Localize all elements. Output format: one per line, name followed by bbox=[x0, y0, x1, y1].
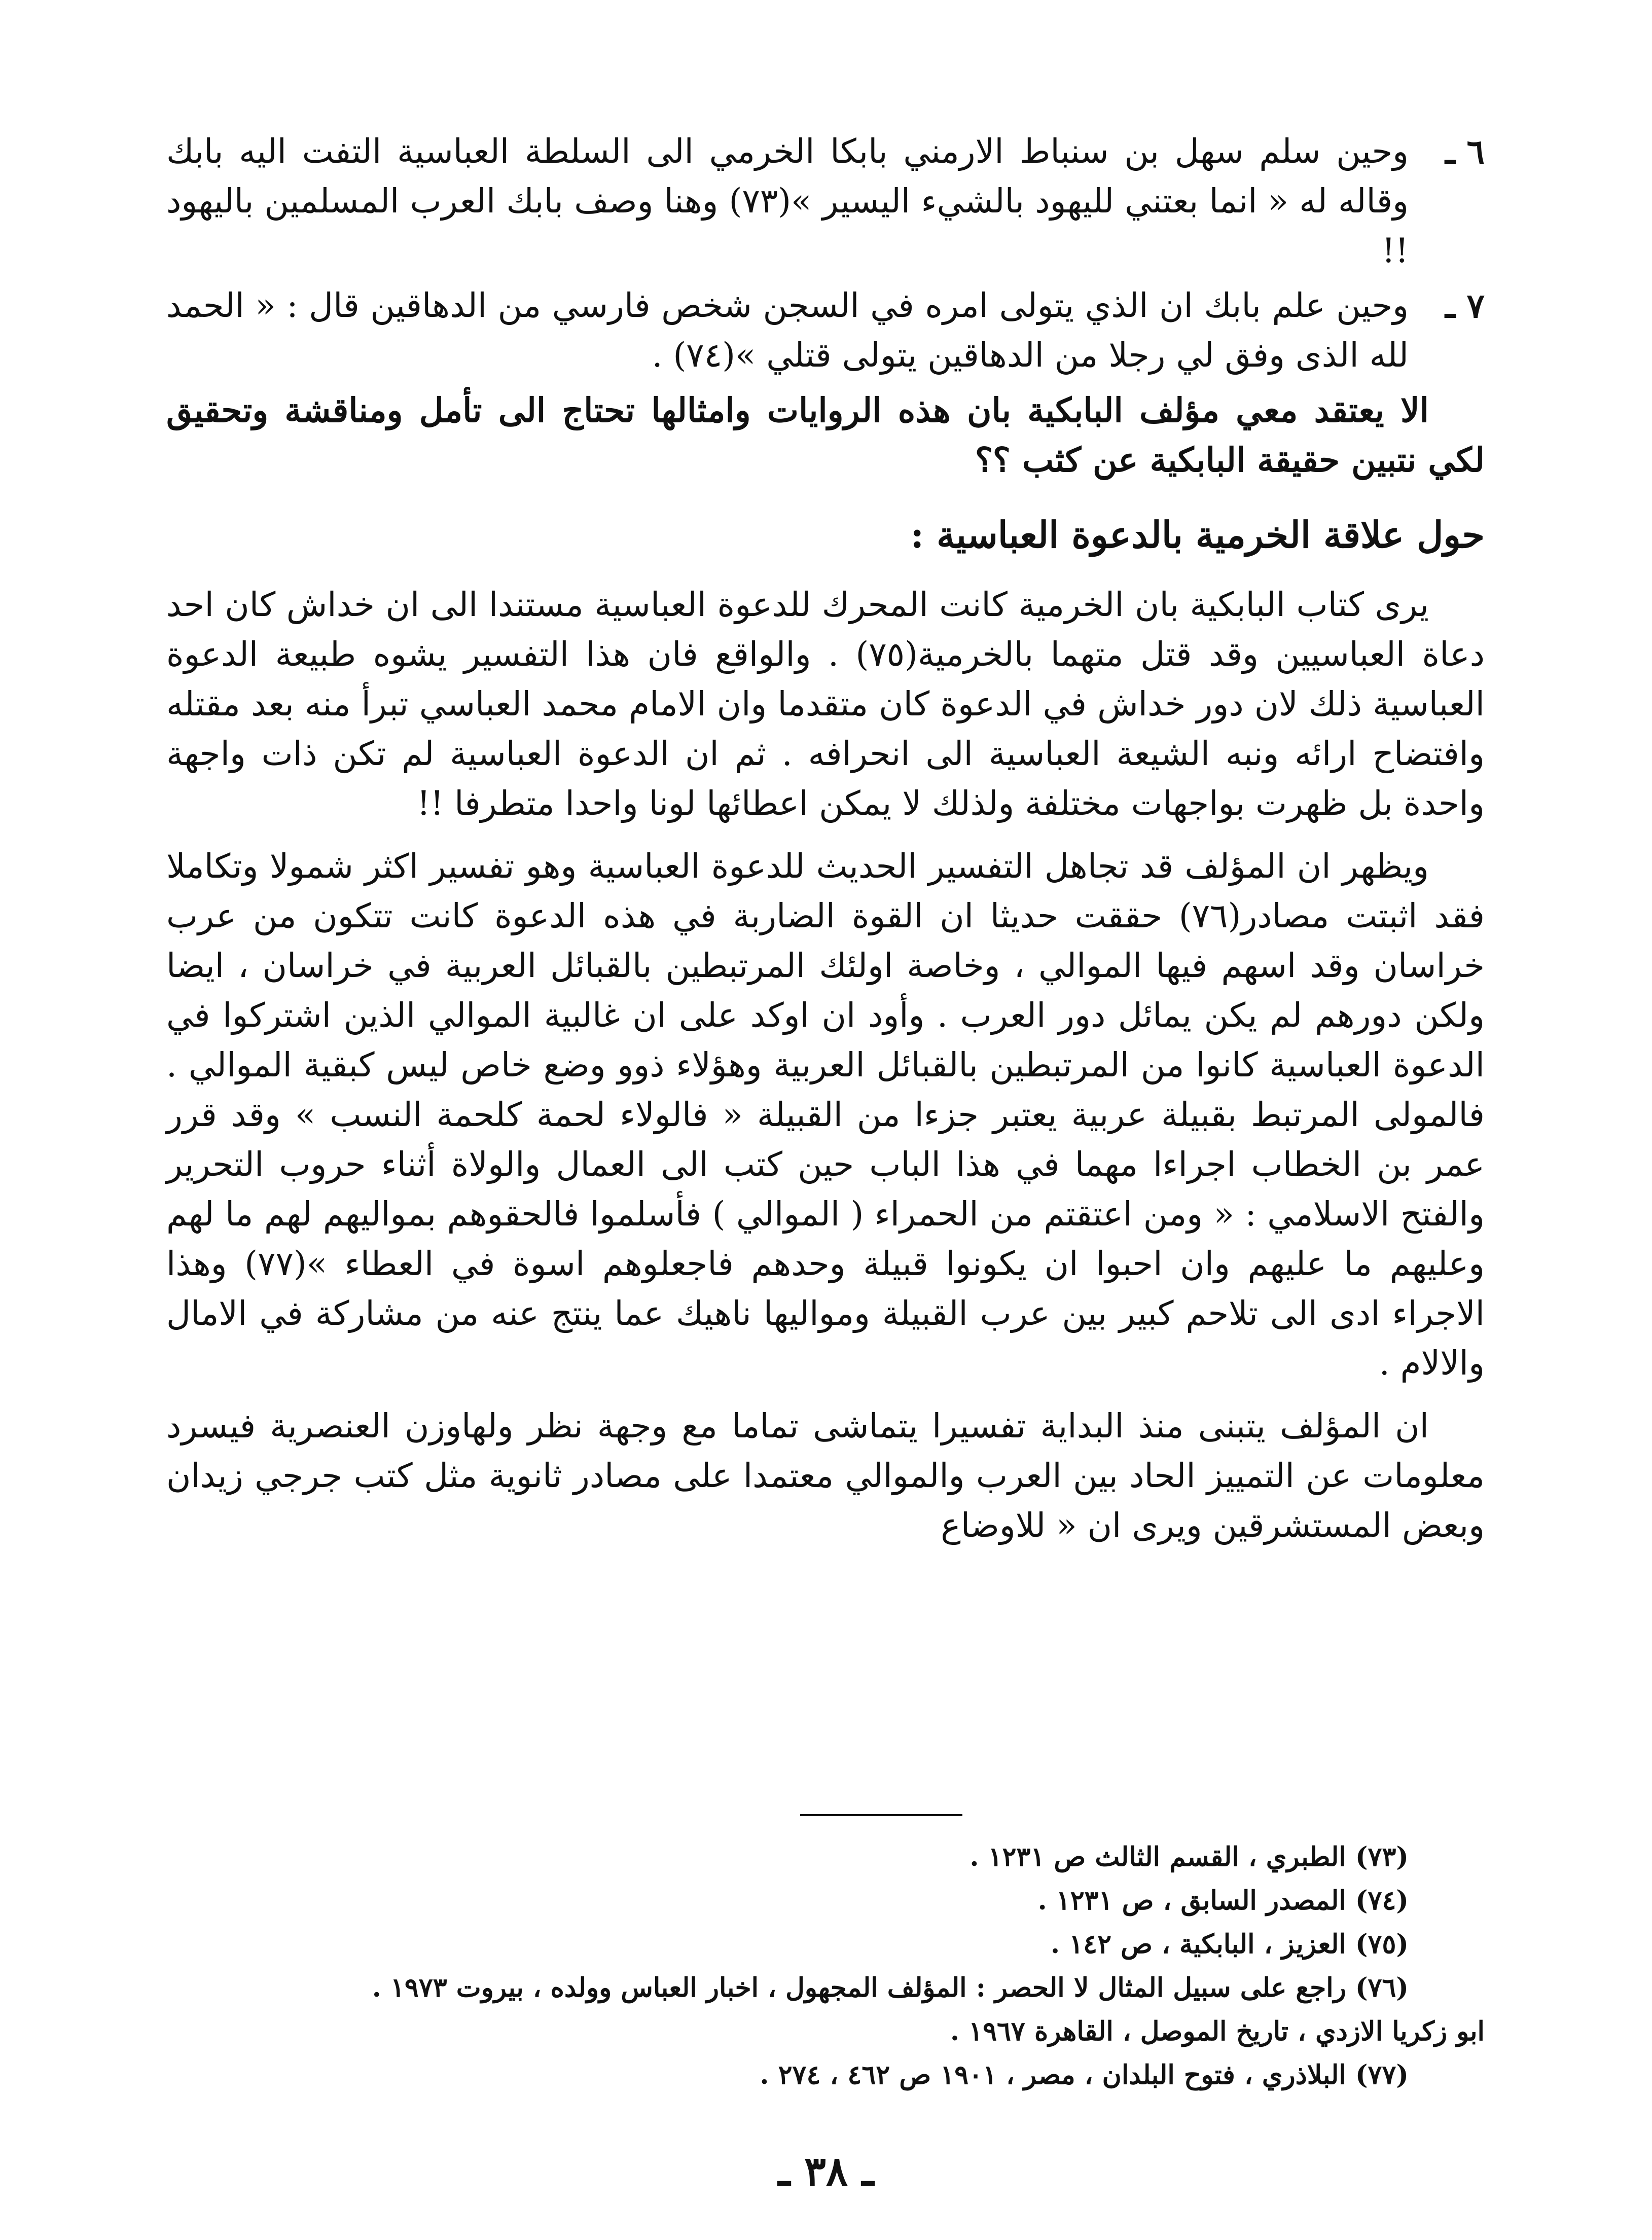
page-number: ـ ٣٨ ـ bbox=[778, 2147, 874, 2195]
item-number: ٦ ـ bbox=[1445, 132, 1485, 171]
footnote-76-continued: ابو زكريا الازدي ، تاريخ الموصل ، القاهرة ١٩٦٧ . bbox=[950, 2016, 1485, 2047]
footnote-75: (٧٥) العزيز ، البابكية ، ص ١٤٢ . bbox=[1051, 1929, 1409, 1960]
main-text bbox=[166, 127, 1485, 1557]
numbered-item-6 bbox=[166, 127, 1485, 276]
paragraph-2: ويظهر ان المؤلف قد تجاهل التفسير الحديث للدعوة العباسية وهو تفسير اكثر شمولا وتكاملا فقد اثبتت مصادر(٧٦) حققت حديثا ان القوة الضاربة في هذه الدعوة كانت تتكون من عرب خراسان وقد اسهم فيها الموالي ، وخاصة اولئك المرتبطين بالقبائل العربية في خراسان ، ايضا ولكن دورهم لم يكن يمائل دور العرب . وأود ان اوكد على ان غالبية الموالي الذين اشتركوا في الدعوة العباسية كانوا من المرتبطين بالقبائل العربية وهؤلاء ذوو وضع خاص ليس كبقية الموالي . فالمولى المرتبط بقبيلة عربية يعتبر جزءا من القبيلة « فالولاء لحمة كلحمة النسب » وقد قرر عمر بن الخطاب اجراءا مهما في هذا الباب حين كتب الى العمال والولاة أثناء حروب التحرير والفتح الاسلامي : « ومن اعتقتم من الحمراء ( الموالي ) فأسلموا فالحقوهم بمواليهم لهم ما لهم وعليهم ما عليهم وان احبوا ان يكونوا قبيلة وحدهم فاجعلوهم اسوة في العطاء »(٧٧) وهذا الاجراء ادى الى تلاحم كبير بين عرب القبيلة ومواليها ناهيك عما ينتج عنه من مشاركة في الامال والالام . bbox=[166, 847, 1485, 1383]
item-number: ٧ ـ bbox=[1445, 286, 1485, 326]
paragraph-1: يرى كتاب البابكية بان الخرمية كانت المحرك للدعوة العباسية مستندا الى ان خداش كان احد دعاة العباسيين وقد قتل متهما بالخرمية(٧٥) . والواقع فان هذا التفسير يشوه طبيعة الدعوة العباسية ذلك لان دور خداش في الدعوة كان متقدما وان الامام محمد العباسي تبرأ منه بعد مقتله وافتضاح ارائه ونبه الشيعة العباسية الى انحرافه . ثم ان الدعوة العباسية لم تكن ذات واجهة واحدة بل ظهرت بواجهات مختلفة ولذلك لا يمكن اعطائها لونا واحدا متطرفا !! bbox=[166, 585, 1485, 823]
closing-question: الا يعتقد معي مؤلف البابكية بان هذه الروايات وامثالها تحتاج الى تأمل ومناقشة وتحقيق لكي نتبين حقيقة البابكية عن كثب ؟؟ bbox=[166, 390, 1485, 480]
item-text: وحين علم بابك ان الذي يتولى امره في السجن شخص فارسي من الدهاقين قال : « الحمد لله الذى وفق لي رجلا من الدهاقين يتولى قتلي »(٧٤) . bbox=[166, 286, 1409, 375]
footnotes bbox=[166, 1835, 1485, 2097]
footnote-divider bbox=[800, 1814, 962, 1816]
numbered-item-7 bbox=[166, 281, 1485, 380]
paragraph-3: ان المؤلف يتبنى منذ البداية تفسيرا يتماشى تماما مع وجهة نظر ولهاوزن العنصرية فيسرد معلومات عن التمييز الحاد بين العرب والموالي معتمدا على مصادر ثانوية مثل كتب جرجي زيدان وبعض المستشرقين ويرى ان « للاوضاع bbox=[166, 1406, 1485, 1545]
section-heading: حول علاقة الخرمية بالدعوة العباسية : bbox=[910, 513, 1485, 556]
footnote-76: (٧٦) راجع على سبيل المثال لا الحصر : المؤلف المجهول ، اخبار العباس وولده ، بيروت ١٩٧٣ . bbox=[372, 1972, 1409, 2003]
footnote-73: (٧٣) الطبري ، القسم الثالث ص ١٢٣١ . bbox=[969, 1841, 1409, 1872]
footnote-74: (٧٤) المصدر السابق ، ص ١٢٣١ . bbox=[1037, 1885, 1409, 1916]
item-text: وحين سلم سهل بن سنباط الارمني بابكا الخرمي الى السلطة العباسية التفت اليه بابك وقاله له « انما بعتني لليهود بالشيء اليسير »(٧٣) وهنا وصف بابك العرب المسلمين باليهود !! bbox=[166, 132, 1409, 270]
footnote-77: (٧٧) البلاذري ، فتوح البلدان ، مصر ، ١٩٠١ ص ٤٦٢ ، ٢٧٤ . bbox=[760, 2060, 1409, 2090]
